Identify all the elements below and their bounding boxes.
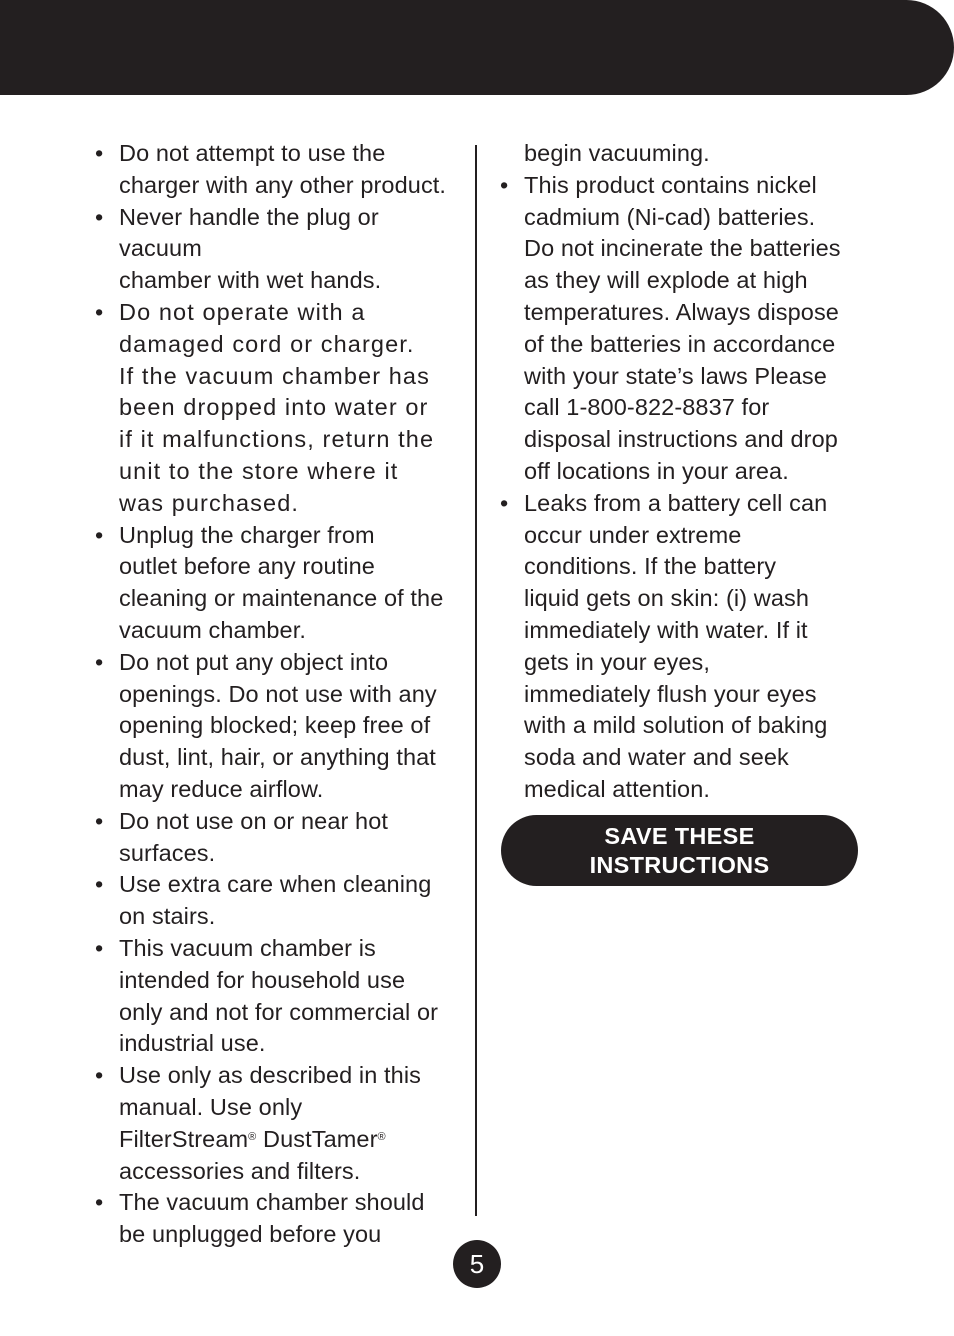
continued-text: begin vacuuming. <box>524 140 710 166</box>
bullet-glyph: • <box>95 871 104 898</box>
bullet-line: disposal instructions and drop <box>524 426 838 453</box>
bullet-line: as they will explode at high <box>524 267 808 294</box>
bullet-line: be unplugged before you <box>119 1221 382 1248</box>
bullet-line: surfaces. <box>119 839 216 866</box>
bullet-glyph: • <box>95 203 104 230</box>
header-band <box>0 0 954 95</box>
bullet-glyph: • <box>95 140 104 166</box>
bullet-line: soda and water and seek <box>524 744 789 771</box>
bullet-line: chamber with wet hands. <box>119 267 382 294</box>
bullet-line: off locations in your area. <box>524 457 789 484</box>
bullet-line: liquid gets on skin: (i) wash <box>524 585 810 612</box>
bullet-line: accessories and filters. <box>119 1157 361 1184</box>
bullet-line: unit to the store where it <box>119 457 399 484</box>
list-item <box>95 1187 457 1251</box>
bullet-glyph: • <box>95 807 104 834</box>
page-number-badge <box>453 1240 501 1288</box>
bullet-glyph: • <box>500 489 509 516</box>
list-item <box>95 202 457 297</box>
list-item <box>95 138 457 202</box>
list-item <box>500 488 862 806</box>
bullet-line: on stairs. <box>119 903 216 930</box>
bullet-line: Do not attempt to use the <box>119 140 386 166</box>
list-item <box>95 520 457 647</box>
bullet-line: damaged cord or charger. <box>119 330 415 357</box>
page-number: 5 <box>469 1248 485 1279</box>
bullet-line: been dropped into water or <box>119 394 429 421</box>
list-item <box>95 933 457 1060</box>
brand-filterstream: FilterStream <box>119 1125 249 1152</box>
bullet-line: vacuum chamber. <box>119 616 306 643</box>
bullet-glyph: • <box>95 521 104 548</box>
bullet-line: openings. Do not use with any <box>119 680 437 707</box>
registered-mark: ® <box>377 1130 386 1143</box>
bullet-line: with a mild solution of baking <box>524 712 828 739</box>
list-item <box>95 297 457 520</box>
bullet-line: Do not put any object into <box>119 648 389 675</box>
bullet-glyph: • <box>95 934 104 961</box>
bullet-line: occur under extreme <box>524 521 742 548</box>
column-divider <box>475 145 477 1216</box>
bullet-line: industrial use. <box>119 1030 266 1057</box>
left-column <box>95 138 457 1251</box>
list-item <box>95 806 457 870</box>
bullet-line: conditions. If the battery <box>524 553 777 580</box>
bullet-line: gets in your eyes, <box>524 648 710 675</box>
bullet-line: Unplug the charger from <box>119 521 375 548</box>
bullet-glyph: • <box>95 1062 104 1089</box>
bullet-line: This vacuum chamber is <box>119 934 376 961</box>
bullet-glyph: • <box>500 171 509 198</box>
bullet-line: intended for household use <box>119 966 406 993</box>
brand-dusttamer: DustTamer <box>256 1125 378 1152</box>
list-item <box>95 647 457 806</box>
registered-mark: ® <box>248 1130 257 1143</box>
bullet-line: immediately with water. If it <box>524 616 808 643</box>
list-item <box>500 170 862 488</box>
bullet-glyph: • <box>95 648 104 675</box>
bullet-line: with your state’s laws Please <box>524 362 827 389</box>
list-item <box>95 869 457 933</box>
list-item <box>95 1060 457 1187</box>
bullet-line: Do not incinerate the batteries <box>524 235 841 262</box>
bullet-line: dust, lint, hair, or anything that <box>119 744 436 771</box>
bullet-line: The vacuum chamber should <box>119 1189 425 1216</box>
bullet-line: manual. Use only <box>119 1093 303 1120</box>
bullet-line: cadmium (Ni-cad) batteries. <box>524 203 816 230</box>
right-column <box>500 138 862 806</box>
right-bullet-list <box>500 170 862 806</box>
bullet-line: opening blocked; keep free of <box>119 712 431 739</box>
bullet-glyph: • <box>95 1189 104 1216</box>
bullet-line: Use extra care when cleaning <box>119 871 432 898</box>
bullet-line: immediately flush your eyes <box>524 680 817 707</box>
bullet-line: call 1-800-822-8837 for <box>524 394 770 421</box>
left-bullet-list <box>95 138 457 1251</box>
bullet-line: cleaning or maintenance of the <box>119 585 444 612</box>
save-instructions-banner <box>501 815 858 886</box>
bullet-line: was purchased. <box>119 489 299 516</box>
bullet-line: This product contains nickel <box>524 171 817 198</box>
bullet-line: outlet before any routine <box>119 553 375 580</box>
bullet-glyph: • <box>95 298 105 325</box>
save-instructions-label: SAVE THESE INSTRUCTIONS <box>589 822 770 878</box>
bullet-line: if it malfunctions, return the <box>119 426 435 453</box>
bullet-line: Never handle the plug or vacuum <box>119 203 379 262</box>
bullet-line: charger with any other product. <box>119 171 447 198</box>
bullet-line: Do not operate with a <box>119 298 366 325</box>
bullet-line: Do not use on or near hot <box>119 807 389 834</box>
bullet-line: Leaks from a battery cell can <box>524 489 828 516</box>
bullet-line: If the vacuum chamber has <box>119 362 430 389</box>
bullet-line: only and not for commercial or <box>119 998 439 1025</box>
bullet-line: medical attention. <box>524 775 710 802</box>
bullet-line: of the batteries in accordance <box>524 330 836 357</box>
bullet-line: may reduce airflow. <box>119 775 324 802</box>
bullet-line: temperatures. Always dispose <box>524 298 839 325</box>
bullet-line: Use only as described in this <box>119 1062 422 1089</box>
